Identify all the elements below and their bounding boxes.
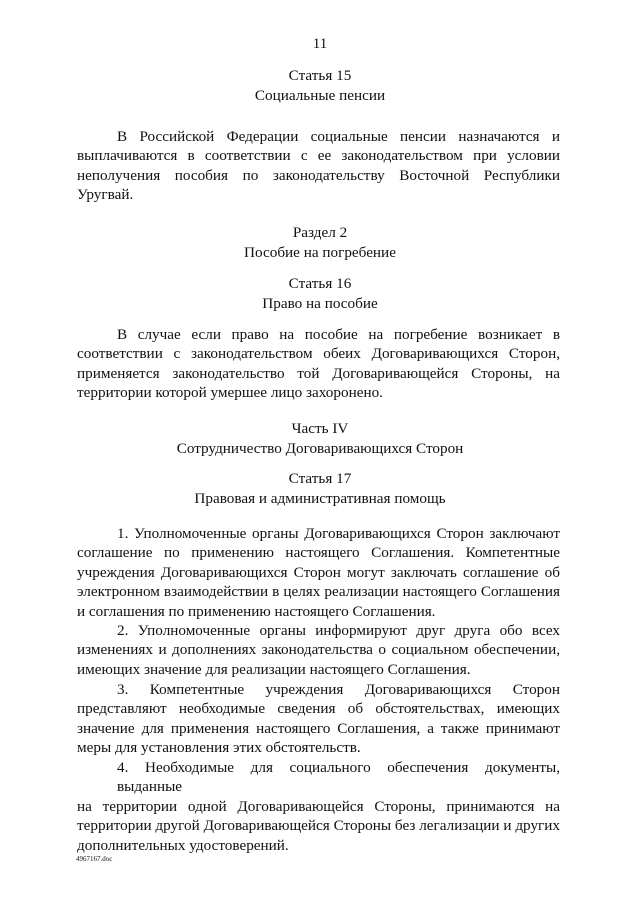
text-line: выплачиваются в соответствии с ее законодательством при условии bbox=[77, 147, 560, 165]
article-title: Статья 17 bbox=[288, 470, 352, 487]
article-16-heading bbox=[0, 274, 640, 313]
article-title: Статья 15 bbox=[288, 67, 352, 84]
article-title: Статья 16 bbox=[288, 275, 352, 292]
text-line: изменениях и дополнениях законодательства о социальном обеспечении, bbox=[77, 641, 560, 659]
page-number: 11 bbox=[312, 36, 328, 52]
text-line: учреждения Договаривающихся Сторон могут заключать соглашение об bbox=[77, 563, 560, 581]
article-15-paragraph bbox=[77, 127, 560, 205]
article-17-clause-2 bbox=[77, 621, 560, 679]
text-line: и соглашения по применению настоящего Соглашения. bbox=[77, 602, 436, 620]
text-line: неполучения пособия по законодательству Восточной Республики bbox=[77, 166, 560, 184]
text-line: В Российской Федерации социальные пенсии назначаются и bbox=[117, 128, 560, 145]
text-line: представляют необходимые сведения об обстоятельствах, имеющих bbox=[77, 700, 560, 718]
article-subtitle: Право на пособие bbox=[262, 294, 378, 312]
text-line: 4. Необходимые для социального обеспечения документы, выданные bbox=[117, 759, 560, 796]
article-17-heading bbox=[0, 469, 640, 508]
text-line: В случае если право на пособие на погребение возникает в bbox=[117, 326, 560, 343]
text-line: территории которой умершее лицо захоронено. bbox=[77, 384, 383, 402]
section-2-heading bbox=[0, 223, 640, 262]
article-subtitle: Правовая и административная помощь bbox=[194, 489, 446, 507]
text-line: меры для установления этих обстоятельств. bbox=[77, 739, 361, 757]
text-line: электронном взаимодействии в целях реализации настоящего Соглашения bbox=[77, 583, 560, 601]
part-title: Часть IV bbox=[291, 420, 349, 437]
text-line: применяется законодательство той Договаривающейся Стороны, на bbox=[77, 364, 560, 382]
text-line: 2. Уполномоченные органы информируют друг друга обо всех bbox=[117, 622, 560, 639]
article-17-clause-1 bbox=[77, 524, 560, 621]
text-line: соответствии с законодательством обеих Договаривающихся Сторон, bbox=[77, 345, 560, 363]
article-17-clause-3 bbox=[77, 680, 560, 758]
text-line: 1. Уполномоченные органы Договаривающихся Сторон заключают bbox=[117, 525, 560, 542]
section-title: Раздел 2 bbox=[292, 224, 348, 241]
article-15-heading bbox=[0, 66, 640, 105]
article-subtitle: Социальные пенсии bbox=[254, 86, 386, 104]
text-line: на территории одной Договаривающейся Стороны, принимаются на bbox=[77, 797, 560, 815]
text-line: соглашение по применению настоящего Соглашения. Компетентные bbox=[77, 544, 560, 562]
part-subtitle: Сотрудничество Договаривающихся Сторон bbox=[176, 439, 464, 457]
article-17-clause-4 bbox=[77, 758, 560, 855]
text-line: территории другой Договаривающейся Стороны без легализации и других bbox=[77, 817, 560, 835]
section-subtitle: Пособие на погребение bbox=[244, 243, 396, 261]
text-line: Уругвай. bbox=[77, 186, 134, 204]
article-16-paragraph bbox=[77, 325, 560, 403]
text-line: дополнительных удостоверений. bbox=[77, 836, 289, 854]
text-line: 3. Компетентные учреждения Договаривающихся Сторон bbox=[117, 681, 560, 698]
file-name-footer: 4967167.doc bbox=[76, 855, 113, 863]
text-line: значение для применения настоящего Соглашения, а также принимают bbox=[77, 719, 560, 737]
text-line: имеющих значение для реализации настоящего Соглашения. bbox=[77, 660, 471, 678]
part-4-heading bbox=[0, 419, 640, 458]
